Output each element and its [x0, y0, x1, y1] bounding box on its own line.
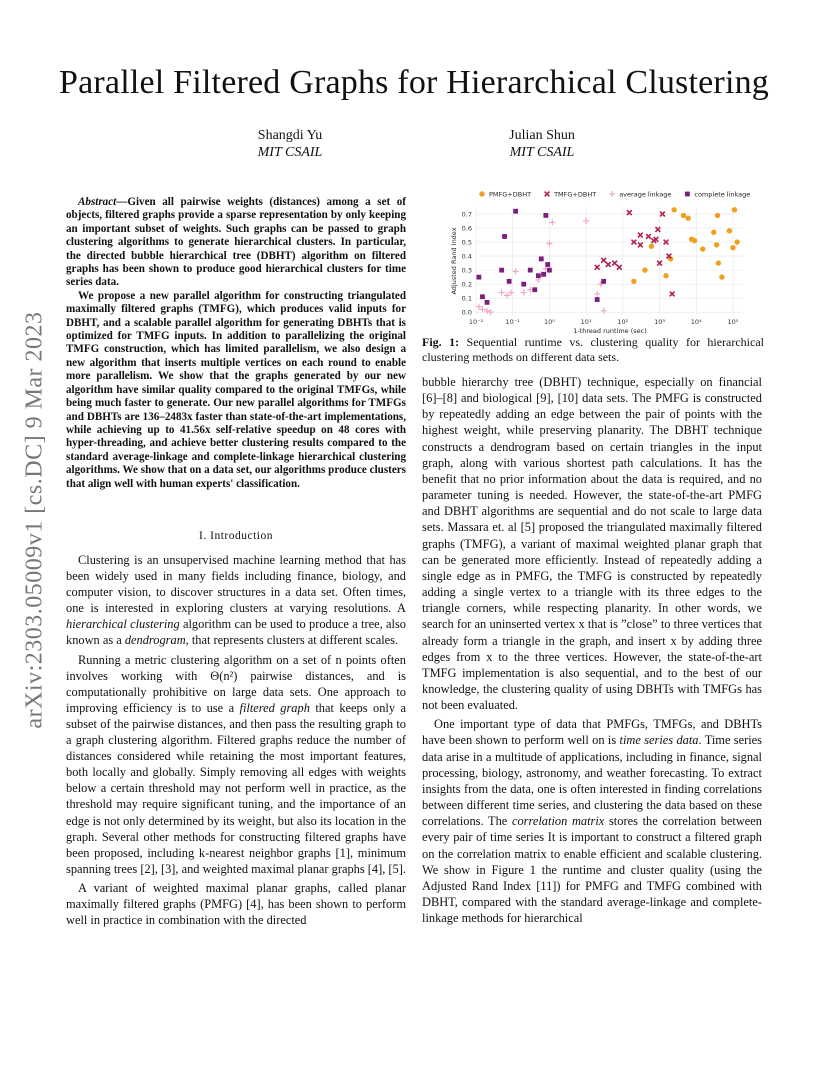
data-point-pmfg-dbht	[727, 228, 732, 233]
data-point-tmfg-dbht	[612, 261, 617, 266]
legend-marker-average-linkage	[609, 191, 615, 197]
intro-paragraph-3: A variant of weighted maximal planar graphs, called planar maximally filtered graphs (PMFG) [4], has been shown to perform well in practice in combination with the directed	[66, 880, 406, 928]
data-point-average-linkage	[521, 290, 527, 296]
y-tick-label: 0.2	[461, 280, 472, 289]
data-point-average-linkage	[508, 290, 514, 296]
data-point-average-linkage	[549, 219, 555, 225]
data-point-pmfg-dbht	[671, 207, 676, 212]
author-affiliation: MIT CSAIL	[509, 145, 575, 160]
y-tick-label: 0.6	[461, 224, 472, 233]
data-point-pmfg-dbht	[714, 242, 719, 247]
right-paragraph-1: bubble hierarchy tree (DBHT) technique, especially on financial [6]–[8] and biological [9], [10] data sets. The PMFG is constructed by repeatedly adding an edge between the pair of points with the highest weight, while preserving planarity. The DBHT technique constructs a dendrogram based on certain triangles in the input graph, along with various shortest path calculations. It has the benefit that no prior information about the data is required, and no parameter tuning is needed. However, the state-of-the-art PMFG and DBHT algorithms are sequential and do not scale to large data sets. Massara et. al [5] proposed the triangulated maximally filtered graphs (TMFG), a variant of maximal weighted planar graph that can be generated more efficiently. Instead of repeatedly adding a single edge as in PMFG, the TMFG is constructed by repeatedly adding a single vertex to a triangle with its three edges to the triangle corners, while respecting planarity. In other words, we search for an uninserted vertex x that is ”close” to three vertices that already form a triangle in the graph, and insert x by adding three edges from x to the three vertices. However, the state-of-the-art TMFG implementation is also sequential, and to the best of our knowledge, the clustering quality of using DBHTs with TMFGs has not been evaluated.	[422, 375, 762, 713]
data-point-average-linkage	[546, 240, 552, 246]
data-point-complete-linkage	[547, 268, 552, 273]
x-axis-label: 1-thread runtime (sec)	[573, 327, 647, 335]
x-tick-label: 10³	[654, 318, 665, 326]
data-point-complete-linkage	[513, 209, 518, 214]
author-affiliation: MIT CSAIL	[257, 145, 323, 160]
y-axis-label: Adjusted Rand Index	[450, 227, 458, 295]
data-point-complete-linkage	[543, 213, 548, 218]
data-point-complete-linkage	[528, 268, 533, 273]
data-point-complete-linkage	[541, 272, 546, 277]
abstract-label: Abstract	[78, 196, 117, 208]
arxiv-identifier: arXiv:2303.05009v1 [cs.DC] 9 Mar 2023	[21, 311, 48, 729]
section-heading-introduction: I. Introduction	[199, 530, 273, 542]
data-point-pmfg-dbht	[631, 279, 636, 284]
data-point-pmfg-dbht	[685, 216, 690, 221]
data-point-complete-linkage	[601, 279, 606, 284]
legend-label-tmfg-dbht: TMFG+DBHT	[554, 190, 597, 199]
x-tick-label: 10⁴	[690, 318, 702, 326]
data-point-complete-linkage	[485, 300, 490, 305]
data-point-tmfg-dbht	[638, 233, 643, 238]
x-tick-label: 10⁰	[543, 318, 555, 326]
data-point-average-linkage	[484, 308, 490, 314]
data-point-average-linkage	[504, 292, 510, 298]
data-point-average-linkage	[601, 308, 607, 314]
data-point-pmfg-dbht	[711, 230, 716, 235]
data-point-pmfg-dbht	[730, 245, 735, 250]
legend-marker-complete-linkage	[685, 192, 690, 197]
legend-marker-pmfg-dbht	[479, 191, 484, 196]
author-block-2	[452, 127, 632, 161]
caption-label: Fig. 1:	[422, 335, 460, 349]
data-point-pmfg-dbht	[681, 213, 686, 218]
data-point-average-linkage	[488, 309, 494, 315]
data-point-tmfg-dbht	[606, 262, 611, 267]
x-tick-label: 10²	[617, 318, 629, 326]
figure-1-chart	[448, 185, 754, 335]
figure-caption	[422, 335, 764, 365]
legend-marker-tmfg-dbht	[545, 192, 550, 197]
author-name: Shangdi Yu	[257, 128, 323, 143]
data-point-pmfg-dbht	[715, 213, 720, 218]
x-tick-label: 10⁵	[727, 318, 739, 326]
legend-label-complete-linkage: complete linkage	[694, 190, 751, 199]
data-point-average-linkage	[499, 290, 505, 296]
abstract	[66, 196, 406, 491]
data-point-pmfg-dbht	[700, 246, 705, 251]
abstract-text-1: Given all pairwise weights (distances) among a set of objects, filtered graphs provide a sparse representation by only keeping an important subset of weights. Such graphs can be passed to graph clustering algorithms to generate hierarchical clusters. In particular, the directed bubble hierarchical tree (DBHT) algorithm on filtered graphs has been shown to produce good hierarchical clusters for time series data.	[66, 196, 406, 289]
data-point-complete-linkage	[502, 234, 507, 239]
abstract-paragraph-2: We propose a new parallel algorithm for constructing triangulated maximally filtered graphs (TMFG), which produces valid inputs for DBHT, and a scalable parallel algorithm for generating DBHTs that is optimized for TMFG inputs. In addition to parallelizing the original TMFG construction, which has limited parallelism, we also design a new algorithm that inserts multiple vertices on each round to enable more parallelism. We show that the graphs generated by our new algorithm have similar quality compared to the original TMFGs, while being much faster to generate. Our new parallel algorithms for TMFGs and DBHTs are 136–2483x faster than state-of-the-art implementations, while achieving up to 41.56x self-relative speedup on 48 cores with hyper-threading, and achieve better clustering results compared to the standard average-linkage and complete-linkage hierarchical clustering algorithms. We show that on a data set, our algorithms produce clusters that align well with human experts' classification.	[66, 289, 406, 490]
y-tick-label: 0.0	[461, 308, 472, 317]
intro-paragraph-1: Clustering is an unsupervised machine learning method that has been widely used in many fields including finance, biology, and computer vision, to discover structures in a data set. Often times, one is interested in exploring clusters at varying resolutions. A hierarchical clustering algorithm can be used to produce a tree, also known as a dendrogram, that represents clusters at different scales.	[66, 553, 406, 648]
data-point-complete-linkage	[532, 287, 537, 292]
y-tick-label: 0.1	[461, 294, 472, 303]
legend-label-average-linkage: average linkage	[619, 190, 672, 199]
data-point-complete-linkage	[521, 282, 526, 287]
abstract-paragraph-1: Abstract—Given all pairwise weights (distances) among a set of objects, filtered graphs provide a sparse representation by only keeping an important subset of weights. Such graphs can be passed to graph clustering algorithms to generate hierarchical clusters. In particular, the directed bubble hierarchical tree (DBHT) algorithm on filtered graphs has been shown to produce good hierarchical clusters for time series data.	[66, 196, 406, 289]
x-tick-label: 10⁻¹	[505, 318, 520, 326]
y-tick-label: 0.3	[461, 266, 472, 275]
data-point-pmfg-dbht	[719, 274, 724, 279]
data-point-complete-linkage	[539, 256, 544, 261]
data-point-tmfg-dbht	[670, 292, 675, 297]
data-point-pmfg-dbht	[692, 238, 697, 243]
data-point-average-linkage	[476, 304, 482, 310]
data-point-pmfg-dbht	[734, 239, 739, 244]
data-point-pmfg-dbht	[642, 267, 647, 272]
data-point-pmfg-dbht	[716, 260, 721, 265]
data-point-pmfg-dbht	[649, 244, 654, 249]
arxiv-sidebar	[20, 290, 50, 750]
caption-text: Sequential runtime vs. clustering quality for hierarchical clustering methods on different data sets.	[422, 335, 764, 364]
right-paragraph-2: One important type of data that PMFGs, TMFGs, and DBHTs have been shown to perform well on is time series data. Time series data arise in a multitude of applications, including in finance, signal processing, biology, astronomy, and weather forecasting. To extract insights from the data, one is often interested in finding correlations between different time series, and clustering the data based on these correlations. The correlation matrix stores the correlation between every pair of time series It is important to construct a filtered graph on the correlation matrix to enable efficient and scalable clustering. We show in Figure 1 the runtime and cluster quality (using the Adjusted Rand Index [11]) for PMFG and TMFG combined with DBHT, compared with the standard average-linkage and complete-linkage methods for hierarchical	[422, 717, 763, 926]
data-point-tmfg-dbht	[638, 242, 643, 247]
y-tick-label: 0.4	[461, 252, 472, 261]
y-tick-label: 0.7	[461, 210, 472, 219]
legend-label-pmfg-dbht: PMFG+DBHT	[489, 190, 532, 199]
right-column-body	[422, 374, 762, 929]
data-point-average-linkage	[594, 291, 600, 297]
author-name: Julian Shun	[509, 128, 575, 143]
data-point-average-linkage	[513, 269, 519, 275]
data-point-complete-linkage	[480, 294, 485, 299]
x-tick-label: 10⁻²	[468, 318, 484, 326]
data-point-average-linkage	[479, 306, 485, 312]
data-point-pmfg-dbht	[663, 273, 668, 278]
author-block-1	[200, 127, 380, 161]
paper-title: Parallel Filtered Graphs for Hierarchical Clustering	[59, 64, 769, 101]
data-point-complete-linkage	[536, 273, 541, 278]
data-point-average-linkage	[527, 287, 533, 293]
data-point-complete-linkage	[507, 279, 512, 284]
data-point-pmfg-dbht	[732, 207, 737, 212]
data-point-complete-linkage	[545, 262, 550, 267]
scatter-plot	[448, 185, 754, 335]
data-point-complete-linkage	[499, 268, 504, 273]
y-tick-label: 0.5	[461, 238, 472, 247]
data-point-complete-linkage	[477, 275, 482, 280]
left-column-body	[66, 552, 406, 931]
data-point-tmfg-dbht	[646, 234, 651, 239]
data-point-tmfg-dbht	[595, 265, 600, 270]
data-point-complete-linkage	[595, 297, 600, 302]
intro-paragraph-2: Running a metric clustering algorithm on a set of n points often involves working with Θ(n²) pairwise distances, and is computationally prohibitive on large data sets. One approach to improving efficiency is to use a filtered graph that keeps only a subset of the pairwise distances, and then pass the resulting graph to a graph clustering algorithm. Filtered graphs reduce the number of distances considered while retaining the most important features, both locally and globally. Simply removing all edges with weights below a certain threshold may not perform well in practice, as the threshold may require significant tuning, and the importance of an edge is not only determined by its weight, but also its location in the graph. Several other methods for constructing filtered graphs have been proposed, including k-nearest neighbor graphs [1], minimum spanning trees [2], [3], and weighted maximal planar graphs [4], [5].	[66, 652, 406, 876]
x-tick-label: 10¹	[580, 318, 592, 326]
data-point-tmfg-dbht	[617, 265, 622, 270]
data-point-tmfg-dbht	[601, 258, 606, 263]
data-point-average-linkage	[583, 218, 589, 224]
